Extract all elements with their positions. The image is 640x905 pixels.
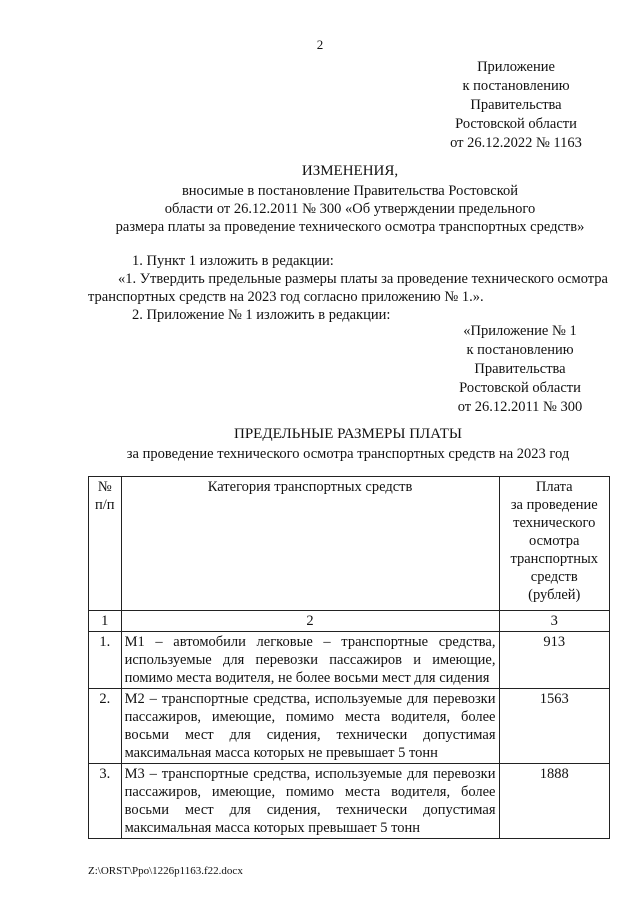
table-title-sub: за проведение технического осмотра транспортных средств на 2023 год [126,446,570,462]
header-fee-line: осмотра [529,533,580,549]
paragraph-1: 1. Пункт 1 изложить в редакции: [132,253,334,269]
body-text [88,252,608,324]
header-fee-line: технического [513,515,596,531]
appendix-inner-line: «Приложение № 1 [463,323,577,339]
header-fee-line: транспортных [510,551,599,567]
header-fee-line: средств [530,569,578,585]
table-header-row [89,477,610,611]
header-num-line: № [97,479,112,495]
table-row [89,764,610,839]
row-num: 2. [89,689,122,764]
header-fee-line: Плата [535,479,573,495]
appendix-header-line: Приложение [477,59,555,75]
index-cell: 1 [89,611,122,632]
table-row [89,689,610,764]
paragraph-1-quote: «1. Утвердить предельные размеры платы за проведение технического осмотра транспортных средств на 2023 год согласно приложению № 1.». [88,271,608,305]
header-num [89,477,122,611]
table-index-row [89,611,610,632]
title-subtitle-line: размера платы за проведение технического осмотра транспортных средств» [115,219,585,235]
title-main: ИЗМЕНЕНИЯ, [301,163,399,179]
row-category: М2 – транспортные средства, используемые для перевозки пассажиров, имеющие, помимо места водителя, более восьми мест для сидения, технически допустимая максимальная масса которых не превышает 5 тонн [121,689,499,764]
title-subtitle-line: области от 26.12.2011 № 300 «Об утверждении предельного [164,201,536,217]
appendix-inner-line: к постановлению [466,342,574,358]
fees-table [88,476,610,839]
appendix-header-line: от 26.12.2022 № 1163 [450,135,582,151]
title-subtitle-line: вносимые в постановление Правительства Ростовской [181,183,519,199]
appendix-inner [440,322,600,417]
document-title [60,162,640,236]
row-num: 3. [89,764,122,839]
header-fee-line: (рублей) [528,587,581,603]
header-fee-line: за проведение [510,497,598,513]
file-path-footer: Z:\ORST\Ppo\1226p1163.f22.docx [88,865,243,877]
page-number: 2 [316,37,324,52]
row-fee: 1563 [499,689,610,764]
appendix-header-line: к постановлению [462,78,570,94]
row-num: 1. [89,632,122,689]
appendix-inner-line: от 26.12.2011 № 300 [457,399,583,415]
row-category: М3 – транспортные средства, используемые для перевозки пассажиров, имеющие, помимо места водителя, более восьми мест для сидения, технически допустимая максимальная масса которых превышает 5 тонн [121,764,499,839]
appendix-header-line: Ростовской области [455,116,577,132]
appendix-header [436,58,596,153]
row-category: М1 – автомобили легковые – транспортные средства, используемые для перевозки пассажиров и имеющие, помимо места водителя, не более восьми мест для сидения [121,632,499,689]
appendix-inner-line: Ростовской области [459,380,581,396]
appendix-header-line: Правительства [470,97,562,113]
index-cell: 3 [499,611,610,632]
header-fee [499,477,610,611]
row-fee: 1888 [499,764,610,839]
table-row [89,632,610,689]
row-fee: 913 [499,632,610,689]
appendix-inner-line: Правительства [474,361,566,377]
table-title [88,425,608,463]
header-num-line: п/п [95,497,115,513]
index-cell: 2 [121,611,499,632]
table-title-main: ПРЕДЕЛЬНЫЕ РАЗМЕРЫ ПЛАТЫ [234,426,462,442]
header-category: Категория транспортных средств [121,477,499,611]
paragraph-2: 2. Приложение № 1 изложить в редакции: [132,307,391,323]
